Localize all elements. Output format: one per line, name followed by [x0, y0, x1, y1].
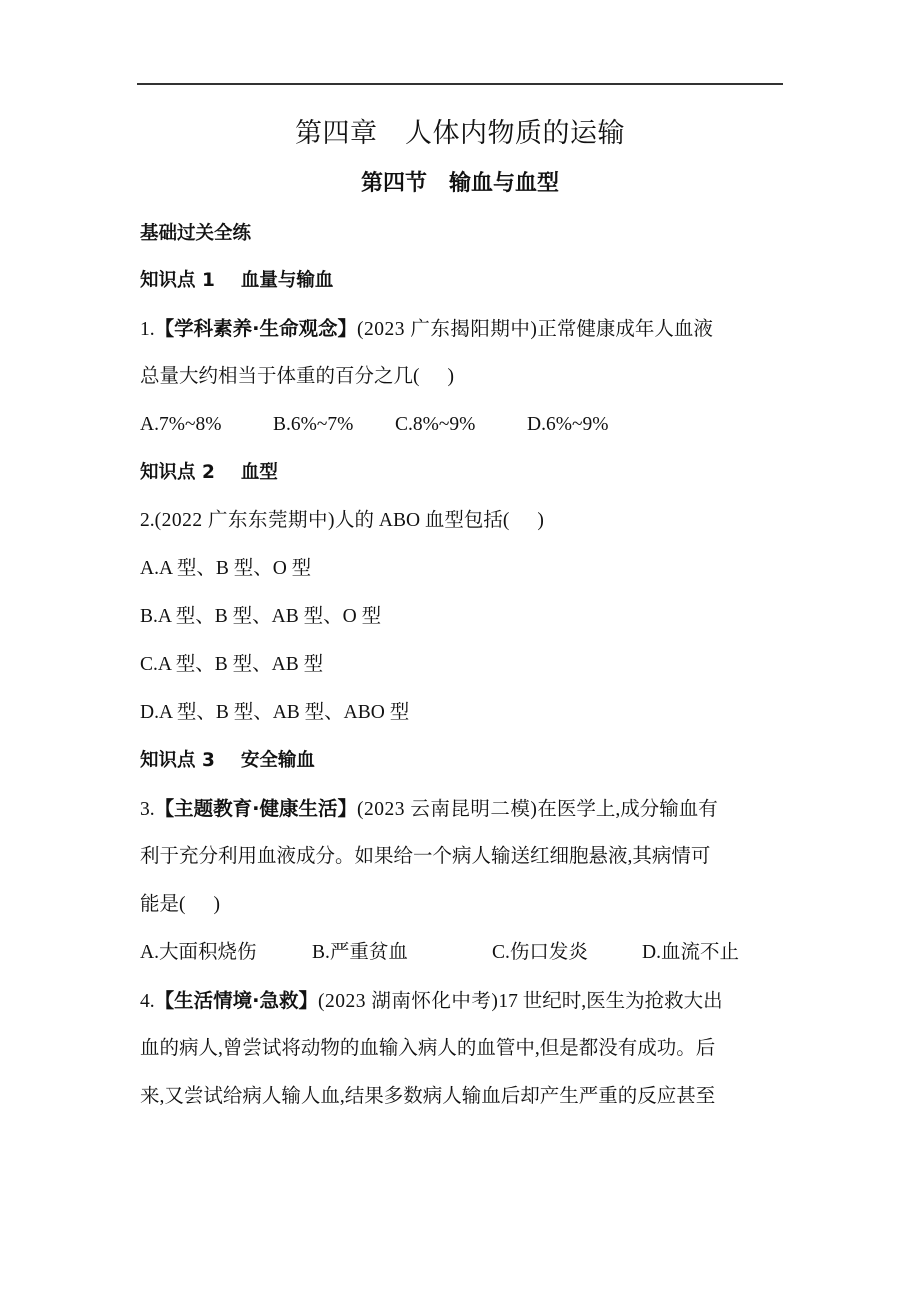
question-4-line-3	[140, 1082, 780, 1112]
question-text: 正常健康成年人血液	[537, 319, 713, 340]
option-b[interactable]: B.6%~7%	[273, 414, 354, 435]
option-a[interactable]: A.7%~8%	[140, 414, 222, 435]
question-2-option-c[interactable]	[140, 650, 780, 680]
option-c[interactable]: C.A 型、B 型、AB 型	[140, 654, 324, 675]
question-text: 血的病人,曾尝试将动物的血输入病人的血管中,但是都没有成功。后	[140, 1038, 716, 1059]
question-number: 2.	[140, 510, 155, 531]
knowledge-point-title: 血量与输血	[240, 270, 334, 291]
knowledge-point-2	[140, 458, 780, 488]
question-tag: 【学科素养·生命观念】	[154, 317, 358, 340]
close-paren: )	[537, 510, 544, 531]
question-text: 利于充分利用血液成分。如果给一个病人输送红细胞悬液,其病情可	[140, 846, 711, 867]
knowledge-point-title: 血型	[240, 462, 278, 483]
question-text: 17 世纪时,医生为抢救大出	[498, 991, 723, 1012]
knowledge-point-3	[140, 746, 780, 776]
question-text: 能是(	[140, 894, 186, 915]
option-a[interactable]: A.大面积烧伤	[140, 942, 257, 963]
option-a[interactable]: A.A 型、B 型、O 型	[140, 558, 312, 579]
question-number: 4.	[140, 991, 155, 1012]
question-source: (2023 湖南怀化中考)	[318, 991, 499, 1012]
question-number: 1.	[140, 319, 155, 340]
close-paren: )	[447, 366, 454, 387]
question-source: (2022 广东东莞期中)	[154, 510, 335, 531]
option-b[interactable]: B.严重贫血	[312, 942, 408, 963]
option-d[interactable]: D.血流不止	[642, 942, 739, 963]
close-paren: )	[213, 894, 220, 915]
question-3-line-2	[140, 842, 780, 872]
question-3-line-3	[140, 890, 780, 920]
question-text: 人的 ABO 血型包括(	[335, 510, 510, 531]
question-tag: 【生活情境·急救】	[154, 989, 319, 1012]
question-2-option-a[interactable]	[140, 554, 780, 584]
knowledge-point-title: 安全输血	[240, 750, 315, 771]
knowledge-point-label: 知识点 2	[140, 462, 215, 483]
knowledge-point-label: 知识点 3	[140, 750, 215, 771]
top-rule	[137, 83, 783, 85]
question-text: 总量大约相当于体重的百分之几(	[140, 366, 420, 387]
question-source: (2023 云南昆明二模)	[357, 799, 538, 820]
question-2-option-b[interactable]	[140, 602, 780, 632]
question-1-line-2	[140, 362, 780, 392]
chapter-title: 第四章 人体内物质的运输	[295, 118, 625, 149]
practice-heading	[140, 219, 780, 249]
option-c[interactable]: C.8%~9%	[395, 414, 476, 435]
question-3-line-1	[140, 794, 780, 825]
question-text: 来,又尝试给病人输人血,结果多数病人输血后却产生严重的反应甚至	[140, 1086, 716, 1107]
knowledge-point-1	[140, 266, 780, 296]
question-4-line-1	[140, 986, 780, 1017]
question-2-option-d[interactable]	[140, 698, 780, 728]
option-c[interactable]: C.伤口发炎	[492, 942, 588, 963]
section-title: 第四节 输血与血型	[360, 171, 559, 196]
question-text: 在医学上,成分输血有	[537, 799, 718, 820]
option-b[interactable]: B.A 型、B 型、AB 型、O 型	[140, 606, 382, 627]
question-number: 3.	[140, 799, 155, 820]
option-d[interactable]: D.A 型、B 型、AB 型、ABO 型	[140, 702, 410, 723]
question-source: (2023 广东揭阳期中)	[357, 319, 538, 340]
question-4-line-2	[140, 1034, 780, 1064]
practice-heading-text: 基础过关全练	[140, 223, 252, 244]
question-2-line-1	[140, 506, 780, 536]
question-tag: 【主题教育·健康生活】	[154, 797, 358, 820]
question-1-line-1	[140, 314, 780, 345]
knowledge-point-label: 知识点 1	[140, 270, 215, 291]
option-d[interactable]: D.6%~9%	[527, 414, 609, 435]
